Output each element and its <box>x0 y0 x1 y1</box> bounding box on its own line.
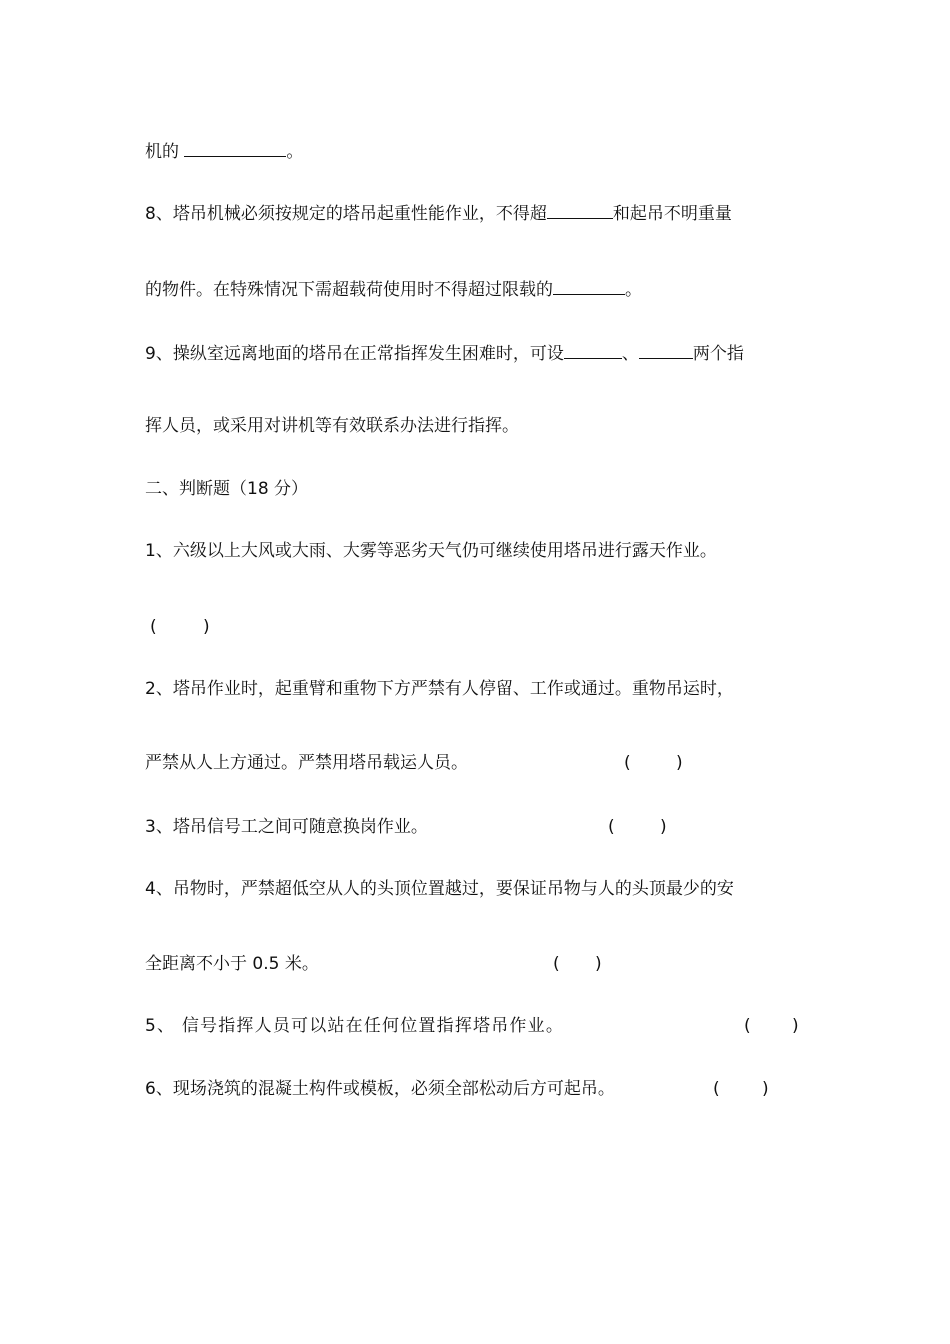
q9-line-1 <box>145 340 744 366</box>
judge-q3-paren-open: ( <box>608 817 615 837</box>
q9-blank-2 <box>639 340 693 359</box>
q8-line-1 <box>145 200 732 226</box>
judge-q1-paren-close: ) <box>203 617 210 637</box>
q7-tail-line <box>145 138 303 164</box>
judge-q1: 1、六级以上大风或大雨、大雾等恶劣天气仍可继续使用塔吊进行露天作业。 <box>145 541 717 561</box>
judge-q6: 6、现场浇筑的混凝土构件或模板，必须全部松动后方可起吊。 <box>145 1079 615 1099</box>
judge-q6-paren-open: ( <box>713 1079 720 1099</box>
q8-line2-text-b: 。 <box>625 280 642 300</box>
q8-line1-text-b: 和起吊不明重量 <box>612 204 732 224</box>
judge-q4-line-1: 4、吊物时，严禁超低空从人的头顶位置越过，要保证吊物与人的头顶最少的安 <box>145 879 734 899</box>
q7-tail-end: 。 <box>286 142 304 162</box>
judge-q6-paren-close: ) <box>762 1079 769 1099</box>
judge-q1-paren-open: ( <box>150 617 157 637</box>
q8-blank-2 <box>553 276 625 295</box>
judge-q2-line-2: 严禁从人上方通过。严禁用塔吊载运人员。 <box>145 753 468 773</box>
judge-q3-paren-close: ) <box>660 817 667 837</box>
q8-line-2 <box>145 276 642 302</box>
q8-blank-1 <box>547 200 613 219</box>
judge-q5-paren-close: ) <box>792 1016 799 1036</box>
q7-tail-text: 机的 <box>145 142 185 162</box>
judge-q2-line-1: 2、塔吊作业时，起重臂和重物下方严禁有人停留、工作或通过。重物吊运时， <box>145 679 734 699</box>
judge-q4-line-2: 全距离不小于 0.5 米。 <box>145 954 319 974</box>
judge-q3: 3、塔吊信号工之间可随意换岗作业。 <box>145 817 428 837</box>
judge-heading: 二、判断题（18 分） <box>145 479 309 499</box>
q8-line2-text-a: 的物件。在特殊情况下需超载荷使用时不得超过限载的 <box>145 280 553 300</box>
q9-blank-1 <box>564 340 622 359</box>
q7-blank <box>184 138 286 157</box>
judge-q5-paren-open: ( <box>744 1016 751 1036</box>
q9-line1-text-b: 两个指 <box>692 344 744 364</box>
judge-q5: 5、 信号指挥人员可以站在任何位置指挥塔吊作业。 <box>145 1016 565 1036</box>
judge-q4-paren-close: ) <box>595 954 602 974</box>
q8-line1-text-a: 8、塔吊机械必须按规定的塔吊起重性能作业，不得超 <box>145 204 547 224</box>
judge-q2-paren-close: ) <box>676 753 683 773</box>
q9-line-2: 挥人员，或采用对讲机等有效联系办法进行指挥。 <box>145 416 519 436</box>
judge-q2-paren-open: ( <box>624 753 631 773</box>
q9-line1-sep: 、 <box>621 344 639 364</box>
judge-q4-paren-open: ( <box>553 954 560 974</box>
q9-line1-text-a: 9、操纵室远离地面的塔吊在正常指挥发生困难时，可设 <box>145 344 564 364</box>
